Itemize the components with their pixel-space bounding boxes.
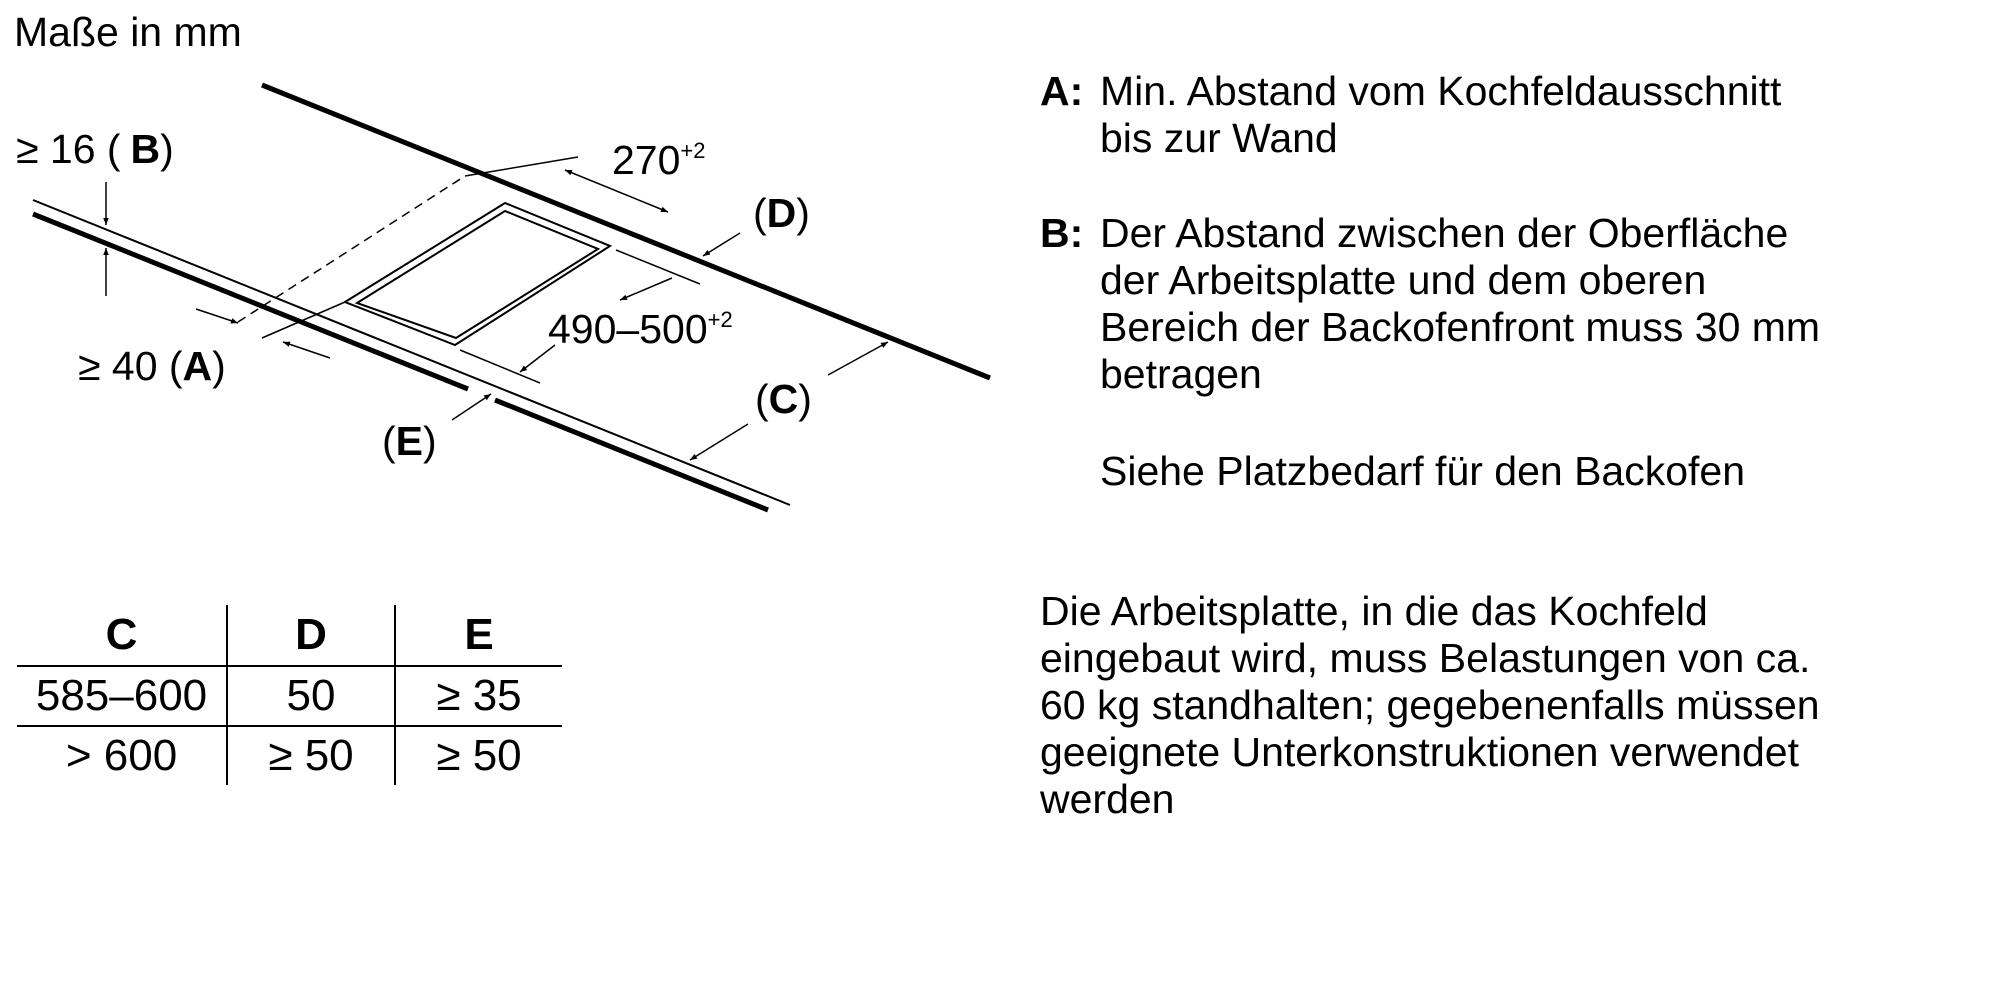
note-line: geeignete Unterkonstruktionen verwendet [1040,729,1799,775]
worktop-front-edge-right [495,400,768,510]
table-header-row [17,605,562,666]
note-a-key: A: [1040,68,1084,114]
table-header-cell: C [17,605,227,666]
dim-d-arrow [703,233,740,256]
note-line: eingebaut wird, muss Belastungen von ca. [1040,635,1811,681]
dim-width-arrow-1 [620,278,672,300]
note-b-extra: Siehe Platzbedarf für den Backofen [1100,448,1746,494]
table-cell: > 600 [17,726,227,785]
label-d: (D) [753,190,810,236]
units-label: Maße in mm [14,9,242,55]
table-cell: 585–600 [17,666,227,726]
note-line: Der Abstand zwischen der Oberfläche [1100,210,1789,256]
worktop-note [1040,588,1820,823]
dim-width-label: $490-500^{+2}$ [548,306,733,352]
table-header-cell: E [395,605,562,666]
dim-c-arrow-top [828,342,888,375]
dim-e-arrow [452,394,491,420]
table-cell: ≥ 35 [395,666,562,726]
label-c: (C) [755,376,812,422]
note-line: der Arbeitsplatte und dem oberen [1100,257,1707,303]
note-b-text [1100,210,1820,398]
label-a: ≥ 40 (A) [78,343,226,389]
extension-line-left [465,157,578,176]
note-line: betragen [1100,351,1262,397]
note-line: Min. Abstand vom Kochfeldausschnitt [1100,68,1782,114]
cutout-diagram [0,0,1000,560]
dim-c-arrow-bottom [690,424,748,460]
table-header-cell: D [227,605,395,666]
note-line: 60 kg standhalten; gegebenenfalls müssen [1040,682,1820,728]
note-line: werden [1040,776,1175,822]
note-line: Bereich der Backofenfront muss 30 mm [1100,304,1821,350]
table-row [17,726,562,785]
dim-depth-label: $270^{+2}$ [612,137,706,183]
dim-a-arrow-left [196,309,238,323]
note-a-text [1100,68,1781,162]
table-cell: 50 [227,666,395,726]
dimensions-table [17,605,562,785]
note-line: Die Arbeitsplatte, in die das Kochfeld [1040,588,1708,634]
dim-a-arrow-right [283,342,330,358]
table-cell: ≥ 50 [227,726,395,785]
note-line: bis zur Wand [1100,115,1338,161]
label-b: ≥ 16 ( B) [16,126,174,172]
table-row [17,666,562,726]
note-b-key: B: [1040,210,1084,256]
label-e: (E) [382,418,437,464]
table-cell: ≥ 50 [436,731,522,780]
